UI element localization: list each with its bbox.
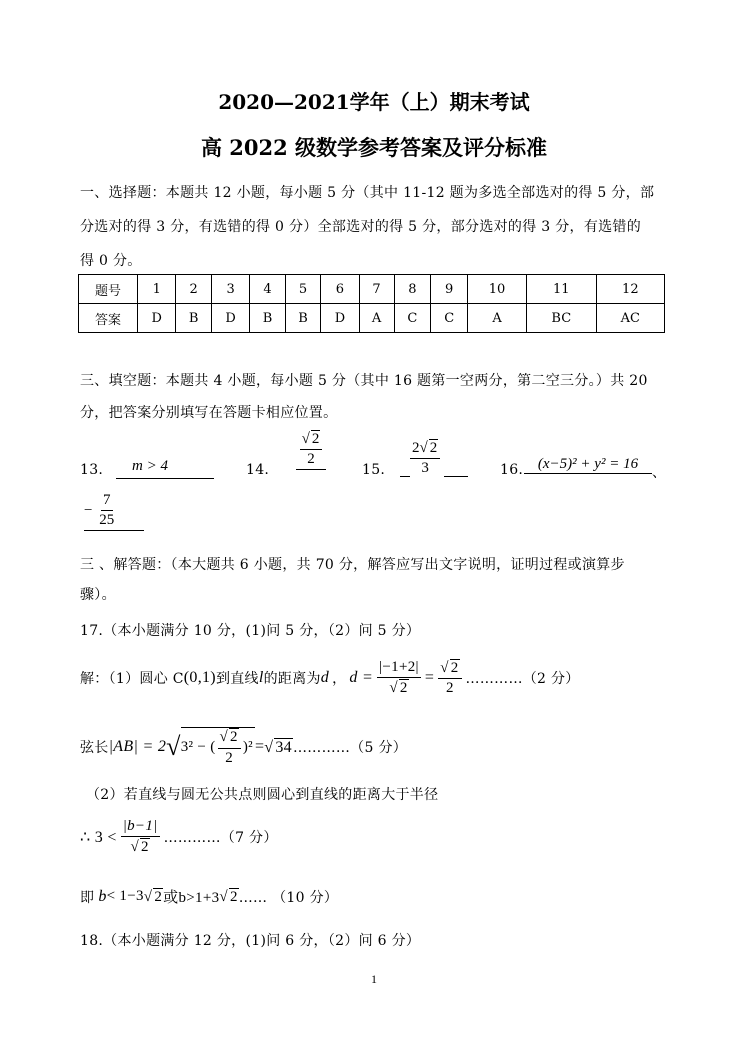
- table-cell: 12: [596, 275, 664, 304]
- section2-line2: 分，把答案分别填写在答题卡相应位置。: [80, 405, 338, 421]
- table-cell: 8: [394, 275, 431, 304]
- table-row-answers: [79, 304, 665, 333]
- table-cell: 2: [176, 275, 211, 304]
- q17-distance-fraction: $\frac{|-1+2|}{√ 2}$: [379, 658, 419, 696]
- q17-inequality-fraction: $\frac{|b-1|}{√ 2}$: [122, 817, 158, 855]
- table-cell: 7: [359, 275, 394, 304]
- q17-part2: （2）若直线与圆无公共点则圆心到直线的距离大于半径: [86, 787, 439, 803]
- q13-blank: [116, 456, 220, 480]
- q15-answer: [400, 430, 476, 477]
- q14-answer: [296, 430, 326, 470]
- table-cell: B: [176, 304, 211, 333]
- q16-separator: 、: [652, 465, 666, 481]
- q16-second-answer: − $\frac{7}{25}$: [84, 492, 144, 531]
- table-cell: 11: [526, 275, 596, 304]
- q17-solution-part1: 解：（1）圆心 C (0,1) 到直线 l 的距离为 d ， d = $\frac{|-1+2|}{√ 2}$ = $\frac{√ 2}{2}$ …………（2 分）: [80, 658, 580, 696]
- q17-final-answer: 即 b < 1−3 √ 2 或b>1+3 √ 2 …… （10 分）: [80, 887, 339, 906]
- table-cell: A: [468, 304, 527, 333]
- table-cell: 5: [285, 275, 320, 304]
- q17-distance-result: $\frac{√ 2}{2}$: [438, 659, 461, 698]
- q13-label: 13.: [80, 462, 104, 478]
- table-cell: C: [431, 304, 468, 333]
- table-cell: AC: [596, 304, 664, 333]
- table-cell: 10: [468, 275, 527, 304]
- q14-label: 14.: [246, 462, 270, 478]
- q13-answer: m > 4: [132, 458, 168, 479]
- section1-line1: 一、选择题：本题共 12 小题，每小题 5 分（其中 11-12 题为多选全部选对的得 5 分，部: [80, 185, 655, 201]
- section2-line1: 三、填空题：本题共 4 小题，每小题 5 分（其中 16 题第一空两分，第二空三分。）共 20: [80, 373, 648, 389]
- table-cell: B: [285, 304, 320, 333]
- table-header-number: 题号: [79, 275, 138, 304]
- table-cell: BC: [526, 304, 596, 333]
- table-cell: 9: [431, 275, 468, 304]
- table-cell: D: [138, 304, 176, 333]
- q17-chord-length: 弦长 |AB| = 2 √ 3² − ( $\frac{√ 2}{2}$ )² = √ 34 …………（5 分）: [80, 729, 408, 766]
- table-cell: 4: [250, 275, 285, 304]
- exam-subtitle: 高 2022 级数学参考答案及评分标准: [200, 135, 548, 160]
- q17-heading: 17.（本小题满分 10 分，(1)问 5 分，（2）问 5 分）: [80, 623, 421, 639]
- q16-answer: (x−5)² + y² = 16: [524, 456, 652, 474]
- section1-line3: 得 0 分。: [80, 253, 142, 269]
- table-header-answer: 答案: [79, 304, 138, 333]
- q16-label: 16.: [500, 462, 524, 478]
- table-cell: 1: [138, 275, 176, 304]
- table-cell: D: [321, 304, 359, 333]
- section3-line1: 三 、解答题：（本大题共 6 小题，共 70 分，解答应写出文字说明，证明过程或演算步: [80, 557, 625, 573]
- q14-fraction: $\frac{√ 2}{2}$: [300, 430, 323, 469]
- q18-heading: 18.（本小题满分 12 分，(1)问 6 分，（2）问 6 分）: [80, 933, 421, 949]
- q16-second-fraction: $\frac{7}{25}$: [99, 492, 115, 529]
- table-cell: 6: [321, 275, 359, 304]
- q15-label: 15.: [362, 462, 386, 478]
- section1-line2: 分选对的得 3 分，有选错的得 0 分）全部选对的得 5 分，部分选对的得 3 分，有选错的: [80, 219, 642, 235]
- page-number: 1: [371, 972, 377, 986]
- table-cell: D: [211, 304, 249, 333]
- table-row-numbers: [79, 275, 665, 304]
- table-cell: A: [359, 304, 394, 333]
- q15-fraction: $\frac{2√ 2}{3}$: [410, 439, 440, 478]
- section3-line2: 骤）。: [80, 587, 116, 603]
- exam-title: 2020—2021学年（上）期末考试: [218, 90, 530, 114]
- table-cell: 3: [211, 275, 249, 304]
- table-cell: B: [250, 304, 285, 333]
- answer-table: [78, 274, 665, 333]
- table-cell: C: [394, 304, 431, 333]
- q17-inequality: ∴ 3 < $\frac{|b-1|}{√ 2}$ …………（7 分）: [80, 817, 278, 855]
